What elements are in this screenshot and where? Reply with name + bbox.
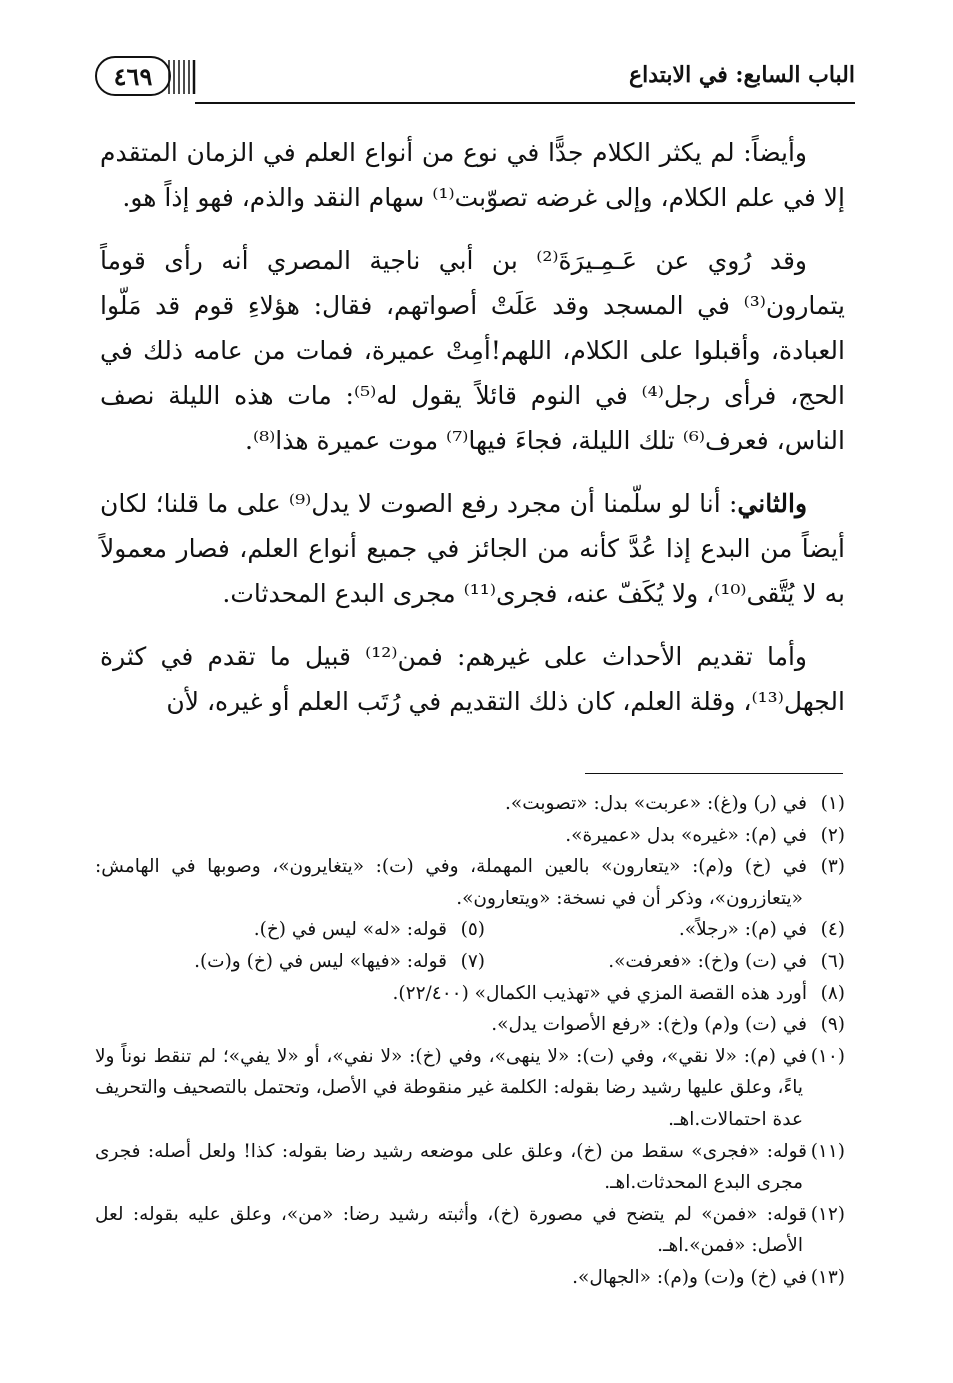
footnote-6 (485, 946, 845, 978)
footnote-row-4-5 (95, 914, 845, 946)
paragraph-4: وأما تقديم الأحداث على غيرهم: فمن⁽¹²⁾ قبيل ما تقدم في كثرة الجهل⁽¹³⁾، وقلة العلم، كان ذلك التقديم في رُتَب العلم أو غيره، لأن (100, 642, 845, 716)
footnote-number: (١٢) (810, 1203, 845, 1225)
footnote-row-6-7 (95, 946, 845, 978)
paragraph-3-body: على ما قلنا؛ لكان أيضاً من البدع إذا عُدَّ كأنه من الجائز في جميع أنواع العلم، فصار معمولاً به لا يُتَّقى⁽¹⁰⁾، ولا يُكَفّ عنه، فجرى⁽¹¹⁾ مجرى البدع المحدثات. (100, 489, 845, 608)
footnote-3 (95, 851, 845, 914)
footnote-text: في (م): «لا نقي»، وفي (ت): «لا ينهى»، وفي (خ): «لا نفي»، أو «لا يفي»؛ لم تنقط نوناً ولا ياءً، وعلق عليها رشيد رضا بقوله: الكلمة غير منقوطة في الأصل، وتحتمل بالتصحيف والتحريف عدة احتمالات.اهـ. (95, 1045, 807, 1130)
footnote-number: (٦) (820, 950, 845, 972)
footnote-1 (95, 788, 845, 820)
page-header (95, 52, 855, 122)
footnote-10 (95, 1041, 845, 1136)
footnote-2 (95, 820, 845, 852)
footnote-text: أورد هذه القصة المزي في «تهذيب الكمال» (٢٢/٤٠٠). (392, 982, 807, 1004)
footnote-12 (95, 1199, 845, 1262)
main-text (100, 130, 845, 742)
page-number-badge (95, 56, 171, 96)
footnote-5 (125, 914, 485, 946)
footnote-text: قوله: «فجرى» سقط من (خ)، وعلق على موضعه رشيد رضا بقوله: كذا! ولعل أصله: فجرى مجرى البدع المحدثات.اهـ. (95, 1140, 807, 1194)
paragraph-3 (100, 481, 845, 616)
footnote-separator (585, 773, 843, 774)
footnote-number: (١٠) (810, 1045, 845, 1067)
footnote-9 (95, 1009, 845, 1041)
footnote-text: قوله: «فيها» ليس في (خ) و(ت). (194, 950, 447, 972)
footnote-text: في (م): «رجلاً». (678, 919, 807, 941)
footnote-text: في (ت) و(خ): «فعرفت». (608, 950, 807, 972)
footnote-number: (٣) (820, 856, 845, 878)
footnote-4 (485, 914, 845, 946)
paragraph-3-lead-rest: : أنا لو سلّمنا أن مجرد رفع الصوت لا يدل⁽⁹⁾ (280, 489, 738, 518)
footnote-number: (٩) (820, 1014, 845, 1036)
footnote-number: (١٣) (810, 1266, 845, 1288)
footnote-number: (٤) (820, 919, 845, 941)
footnote-8 (95, 978, 845, 1010)
page-number: ٤٦٩ (113, 61, 153, 91)
footnote-text: في (م): «غيره» بدل «عميرة». (565, 824, 807, 846)
paragraph-3-lead: والثاني (737, 489, 808, 518)
footnote-number: (١١) (810, 1140, 845, 1162)
decorative-lines-ornament (165, 58, 197, 96)
footnote-number: (٢) (820, 824, 845, 846)
footnote-number: (٧) (460, 950, 485, 972)
paragraph-1: وأيضاً: لم يكثر الكلام جدًّا في نوع من أنواع العلم في الزمان المتقدم إلا في علم الكلام، وإلى غرضه تصوّبت⁽¹⁾ سهام النقد والذم، فهو إذاً هو. (100, 138, 845, 212)
footnote-number: (١) (820, 793, 845, 814)
footnote-text: قوله: «فمن» لم يتضح في مصورة (خ)، وأثبته رشيد رضا: «من»، وعلق عليه بقوله: لعل الأصل: «فمن».اهـ. (95, 1203, 807, 1257)
footnote-text: قوله: «له» ليس في (خ). (253, 919, 447, 941)
footnote-text: في (ر) و(غ): «عربت» بدل: «تصوبت». (505, 793, 807, 814)
footnote-number: (٨) (820, 982, 845, 1004)
footnote-number: (٥) (460, 919, 485, 941)
paragraph-2: وقد رُوي عن عَـمِـيرَةَ⁽²⁾ بن أبي ناجية المصري أنه رأى قوماً يتمارون⁽³⁾ في المسجد وقد عَلَتْ أصواتهم، فقال: هؤلاءِ قوم قد مَلّوا العبادة، وأقبلوا على الكلام، اللهم!أمِتْ عميرة، فمات من عامه ذلك في الحج، فرأى رجل⁽⁴⁾ في النوم قائلاً يقول له⁽⁵⁾: مات هذه الليلة نصف الناس، فعرف⁽⁶⁾ تلك الليلة، فجاءَ فيها⁽⁷⁾ موت عميرة هذا⁽⁸⁾. (100, 246, 845, 455)
footnote-text: في (ت) و(م) و(خ): «رفع الأصوات يدل». (491, 1014, 807, 1036)
footnote-text: في (خ) و(م): «يتعارون» بالعين المهملة، وفي (ت): «يتغايرون»، وصوبها في الهامش: «يتعازرون»، وذكر أن في نسخة: «ويتعارون». (95, 856, 807, 909)
chapter-title: الباب السابع: في الابتداع (628, 62, 855, 88)
footnote-7 (125, 946, 485, 978)
header-rule (195, 102, 855, 104)
footnote-text: في (خ) و(ت) و(م): «الجهال». (572, 1266, 807, 1288)
footnotes (95, 788, 845, 1294)
footnote-11 (95, 1136, 845, 1199)
footnote-13 (95, 1262, 845, 1294)
